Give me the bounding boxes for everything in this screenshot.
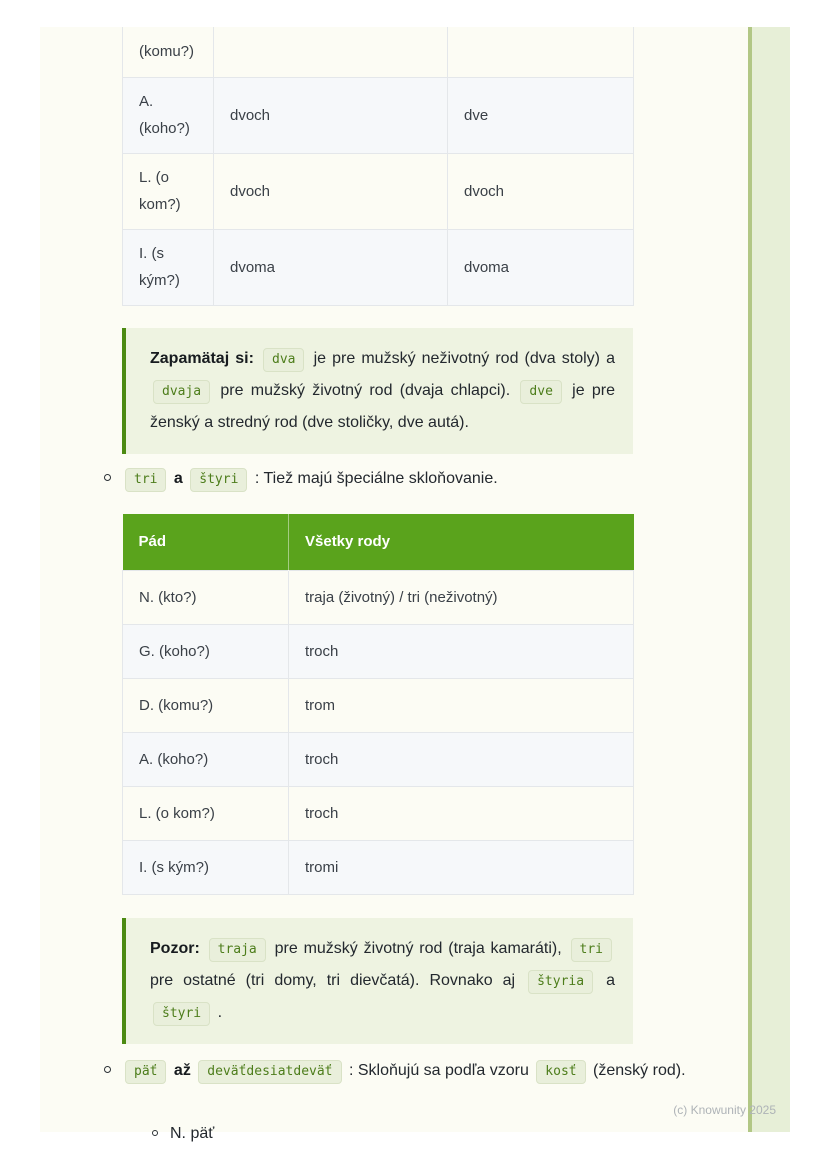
table-cell-case: (komu?) <box>123 27 214 77</box>
text-segment: pre ostatné (tri domy, tri dievčatá). Rovnako aj <box>150 972 526 989</box>
list-item-pat <box>98 1056 748 1086</box>
table-cell: dvoch <box>214 77 448 153</box>
table-cell: tromi <box>289 840 634 894</box>
text-segment: : Skloňujú sa podľa vzoru <box>344 1062 534 1079</box>
callout-remember <box>122 328 633 454</box>
text-segment: : Tiež majú špeciálne skloňovanie. <box>250 470 498 487</box>
table-cell-case: I. (s kým?) <box>123 840 289 894</box>
table-cell: dve <box>448 77 634 153</box>
table-cell-case: A. (koho?) <box>123 77 214 153</box>
text-segment: a <box>596 972 615 989</box>
sub-list-item-n-pat <box>148 1122 214 1146</box>
page-edge-bar <box>748 27 790 1132</box>
code-chip: tri <box>571 938 612 962</box>
table-cell: dvoch <box>448 153 634 229</box>
table-row <box>123 153 634 229</box>
callout-warning <box>122 918 633 1044</box>
table-row <box>123 678 634 732</box>
table-cell-case: L. (o kom?) <box>123 786 289 840</box>
text-segment: je pre mužský neživotný rod (dva stoly) a <box>307 350 615 367</box>
code-chip: kosť <box>536 1060 585 1084</box>
list-item-text <box>122 464 748 494</box>
table-row <box>123 27 634 77</box>
sub-list-item-text: N. päť <box>170 1125 215 1142</box>
table-header-cell: Pád <box>123 514 289 570</box>
code-chip: traja <box>209 938 266 962</box>
code-chip: dve <box>520 380 561 404</box>
table-row <box>123 229 634 305</box>
circle-bullet-icon <box>152 1130 158 1136</box>
text-segment: . <box>213 1004 223 1021</box>
table-cell <box>214 27 448 77</box>
bold-text: Pozor: <box>150 940 206 957</box>
table-row <box>123 624 634 678</box>
table-cell-case: D. (komu?) <box>123 678 289 732</box>
table-cell: trom <box>289 678 634 732</box>
code-chip: tri <box>125 468 166 492</box>
table-cell-case: L. (o kom?) <box>123 153 214 229</box>
table-cell-case: A. (koho?) <box>123 732 289 786</box>
table-cell: dvoma <box>448 229 634 305</box>
bold-text: Zapamätaj si: <box>150 350 260 367</box>
table-cell-case: G. (koho?) <box>123 624 289 678</box>
callout-text <box>150 933 615 1029</box>
table-row <box>123 786 634 840</box>
text-segment: (ženský rod). <box>588 1062 686 1079</box>
table-row <box>123 77 634 153</box>
code-chip: štyria <box>528 970 593 994</box>
table-cell-case: N. (kto?) <box>123 570 289 624</box>
table-header-row <box>123 514 634 570</box>
table-cell-case: I. (s kým?) <box>123 229 214 305</box>
bold-text: až <box>169 1062 196 1079</box>
list-item-tri-styri <box>98 464 748 494</box>
declension-table-dva <box>122 27 634 306</box>
table-row <box>123 732 634 786</box>
table-cell: traja (životný) / tri (neživotný) <box>289 570 634 624</box>
table-cell: troch <box>289 624 634 678</box>
text-segment: pre mužský životný rod (traja kamaráti), <box>268 940 568 957</box>
circle-bullet-icon <box>104 474 111 481</box>
declension-table-tri <box>122 514 634 895</box>
list-item-text <box>122 1056 748 1086</box>
table-row <box>123 570 634 624</box>
code-chip: štyri <box>153 1002 210 1026</box>
table-cell: troch <box>289 732 634 786</box>
code-chip: dva <box>263 348 304 372</box>
copyright-text: (c) Knowunity 2025 <box>673 1103 776 1117</box>
code-chip: päť <box>125 1060 166 1084</box>
table-row <box>123 840 634 894</box>
text-segment: pre mužský životný rod (dvaja chlapci). <box>213 382 518 399</box>
code-chip: deväťdesiatdeväť <box>198 1060 341 1084</box>
code-chip: štyri <box>190 468 247 492</box>
code-chip: dvaja <box>153 380 210 404</box>
document-page <box>40 27 790 1142</box>
table-cell: troch <box>289 786 634 840</box>
circle-bullet-icon <box>104 1066 111 1073</box>
callout-text <box>150 343 615 439</box>
text-segment: je pre ženský a stredný rod (dve stoličky, dve autá). <box>150 382 616 431</box>
table-cell <box>448 27 634 77</box>
bold-text: a <box>169 470 188 487</box>
table-cell: dvoch <box>214 153 448 229</box>
table-header-cell: Všetky rody <box>289 514 634 570</box>
table-cell: dvoma <box>214 229 448 305</box>
